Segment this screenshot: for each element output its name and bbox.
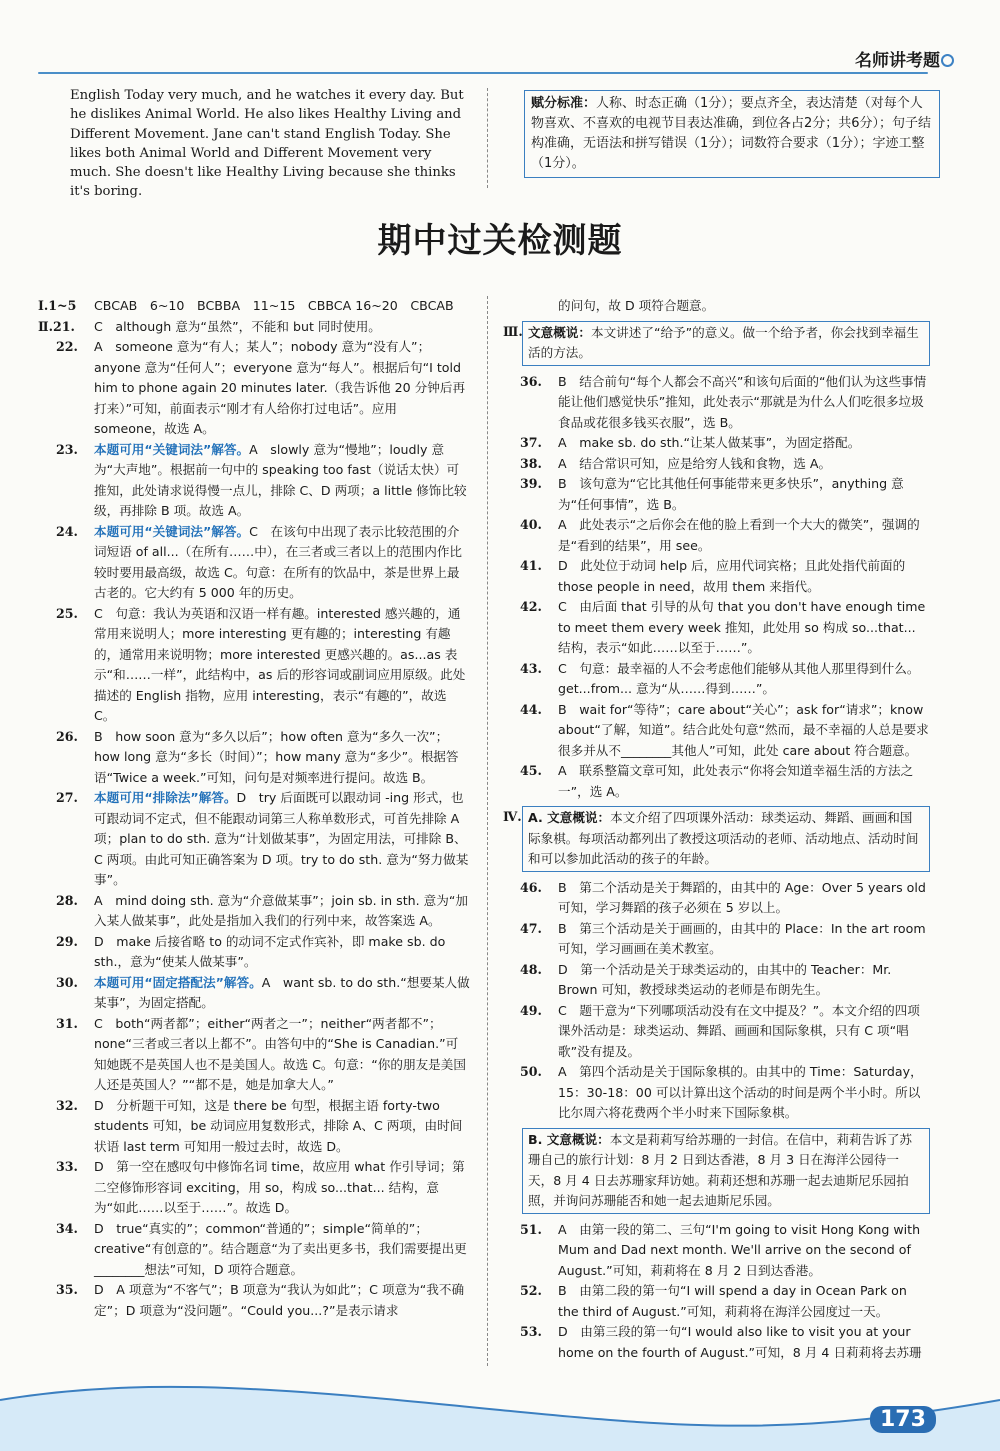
item-text: A 此处表示“之后你会在他的脸上看到一个大大的微笑”，强调的是“看到的结果”，用 see。: [558, 517, 920, 553]
method-hint: 本题可用“关键词法”解答。: [94, 523, 250, 539]
header-title: 名师讲考题: [855, 51, 940, 71]
item-text: B 第三个活动是关于画画的，由其中的 Place：In the art room 可知，学习画画在美术教室。: [558, 920, 926, 956]
item-number: 44.: [520, 701, 542, 717]
answer-item: [38, 296, 470, 317]
answer-item: [38, 727, 470, 789]
column-divider: [487, 88, 489, 188]
item-text: C 题干意为“下列哪项活动没有在文中提及？”。本文介绍的四项课外活动是：球类运动、舞蹈、画画和国际象棋，只有 C 项“唱歌”没有提及。: [558, 1002, 920, 1059]
summary-box: [503, 806, 930, 872]
item-text: C 由后面 that 引导的从句 that you don't have enough time to meet them every week 推知，此处用 so 构成 so...that... 结构，表示“如此……以至于……”。: [558, 599, 926, 655]
item-number: 23.: [56, 441, 78, 457]
item-number: 22.: [56, 339, 78, 354]
item-number: 29.: [56, 933, 78, 949]
answer-item: [502, 761, 930, 802]
item-text: CBCAB 6~10 BCBBA 11~15 CBBCA 16~20 CBCAB: [94, 298, 454, 313]
item-number: 48.: [520, 961, 542, 977]
item-number: 35.: [56, 1282, 78, 1297]
item-text: A want sb. to do sth.“想要某人做某事”，为固定搭配。: [94, 974, 470, 1010]
answer-item: [38, 1014, 470, 1096]
answer-item: [38, 317, 470, 338]
right-column: [502, 296, 930, 1363]
answer-item: [38, 1157, 470, 1219]
item-text: C although 意为“虽然”，不能和 but 同时使用。: [94, 318, 381, 334]
page-title: 期中过关检测题: [377, 221, 623, 261]
answer-item: [502, 454, 930, 475]
answer-item: [502, 700, 930, 762]
item-number: 43.: [520, 660, 542, 676]
item-text: D 由第三段的第一句“I would also like to visit you at your home on the fourth of August.”可知，8 月 4 日莉莉将去苏珊: [558, 1324, 922, 1360]
item-text: A someone 意为“有人；某人”；nobody 意为“没有人”；anyone 意为“任何人”；everyone 意为“每人”。根据后句“I told him to phone again 20 minutes later.（我告诉他 20 分钟后再打来）”可知，前面表示“刚才有人给你打过电话”。应用 someone，故选 A。: [94, 339, 466, 436]
item-text: A 联系整篇文章可知，此处表示“你将会知道幸福生活的方法之一”，选 A。: [558, 763, 914, 799]
answer-item: [38, 932, 470, 973]
item-number: 49.: [520, 1002, 542, 1018]
answer-item: [502, 659, 930, 700]
answer-item: [502, 919, 930, 960]
continued-text: 的问句，故 D 项符合题意。: [558, 298, 715, 313]
item-number: 39.: [520, 476, 542, 491]
answer-item: [38, 1219, 470, 1281]
item-number: 47.: [520, 920, 542, 936]
item-text: D 第一个活动是关于球类运动的，由其中的 Teacher：Mr. Brown 可知，教授球类运动的老师是布朗先生。: [558, 961, 892, 997]
item-number: 50.: [520, 1064, 542, 1079]
page-number: 173: [870, 1406, 936, 1433]
item-number: 45.: [520, 763, 542, 778]
item-text: B 由第二段的第一句“I will spend a day in Ocean Park on the third of August.”可知，莉莉将在海洋公园度过一天。: [558, 1283, 907, 1319]
item-number: 32.: [56, 1097, 78, 1113]
item-text: C 在该句中出现了表示比较范围的介词短语 of all...（在所有……中），在三者或三者以上的范围内作比较时要用最高级，故选 C。句意：在所有的饮品中，茶是世界上最古老的。它大约有 5 000 年的历史。: [94, 523, 463, 600]
item-text: D 分析题干可知，这是 there be 句型，根据主语 forty-two students 可知，be 动词应用复数形式，排除 A、C 两项，由时间状语 last term 可知用一般过去时，故选 D。: [94, 1097, 463, 1154]
summary-text: 本文介绍了四项课外活动：球类运动、舞蹈、画画和国际象棋。每项活动都列出了教授这项活动的老师、活动地点、活动时间和可以参加此活动的孩子的年龄。: [528, 810, 919, 866]
item-number: 46.: [520, 879, 542, 895]
summary-label: 文意概说：: [528, 324, 591, 340]
item-text: D try 后面既可以跟动词 -ing 形式，也可跟动词不定式，但不能跟动词第三人称单数形式，可首先排除 A 项；plan to do sth. 意为“计划做某事”，为固定用法，可排除 B、C 两项。由此可知正确答案为 D 项。try to do sth. 意为“努力做某事”。: [94, 790, 469, 887]
item-number: 38.: [520, 455, 542, 471]
answer-item: [38, 788, 470, 891]
top-left-answer: English Today very much, and he watches it every day. But he dislikes Animal World. He also likes Healthy Living and Different Movement. Jane can't stand English Today. She likes both Animal World and Different Movement very much. She doesn't like Healthy Living because she thinks it's boring.: [70, 88, 464, 200]
answer-item: [38, 973, 470, 1014]
item-text: C both“两者都”；either“两者之一”；neither“两者都不”；none“三者或三者以上都不”。由答句中的“She is Canadian.”可知她既不是英国人也不是美国人。故选 C。句意：“你的朋友是美国人还是英国人？”“都不是，她是加拿大人。”: [94, 1015, 466, 1092]
answer-item: [502, 597, 930, 659]
answer-item: [38, 1280, 470, 1321]
answer-item: [38, 337, 470, 440]
item-text: A mind doing sth. 意为“介意做某事”；join sb. in sth. 意为“加入某人做某事”，此处是指加入我们的行列中来，故答案选 A。: [94, 892, 468, 928]
answer-item: [502, 960, 930, 1001]
item-text: D 第一空在感叹句中修饰名词 time，故应用 what 作引导词；第二空修饰形容词 exciting，用 so，构成 so...that... 结构，意为“如此……以至于……”。故选 D。: [94, 1159, 465, 1215]
answer-item: [502, 433, 930, 454]
item-number: 53.: [520, 1324, 542, 1339]
item-text: C 句意：我认为英语和汉语一样有趣。interested 感兴趣的，通常用来说明人；more interesting 更有趣的；interesting 有趣的，通常用来说明物；more interested 更感兴趣的。as...as 表示“和……一样”，此结构中，as 后的形容词或副词应用原级。此处描述的 English 指物，应用 interesting，表示“有趣的”，故选 C。: [94, 605, 466, 723]
item-number: 31.: [56, 1015, 78, 1031]
column-divider: [487, 296, 489, 1366]
item-text: D make 后接省略 to 的动词不定式作宾补，即 make sb. do sth.，意为“使某人做某事”。: [94, 933, 446, 969]
item-text: D true“真实的”；common“普通的”；simple“简单的”；creative“有创意的”。结合题意“为了卖出更多书，我们需要提出更________想法”可知，D 项符合题意。: [94, 1220, 467, 1277]
item-number: 42.: [520, 599, 542, 614]
item-number: 52.: [520, 1283, 542, 1298]
item-number: 28.: [56, 892, 78, 908]
item-number: 33.: [56, 1159, 78, 1174]
answer-item: [502, 474, 930, 515]
item-number: 34.: [56, 1220, 78, 1236]
method-hint: 本题可用“关键词法”解答。: [94, 441, 250, 457]
footer-wave: [0, 1380, 1000, 1451]
item-number: 30.: [56, 974, 78, 990]
item-number: Ⅱ.21.: [38, 318, 75, 334]
left-column: [38, 296, 470, 1321]
header-rule: [38, 72, 928, 74]
answer-item: [502, 1281, 930, 1322]
answer-item: [502, 1322, 930, 1363]
item-number: 36.: [520, 373, 542, 389]
scoring-standard-box: [524, 90, 940, 178]
summary-label: A. 文意概说：: [528, 810, 611, 825]
scoring-text: 人称、时态正确（1分）；要点齐全，表达清楚（对每个人物喜欢、不喜欢的电视节目表达准确，到位各占2分；共6分）；句子结构准确，无语法和拼写错误（1分）；词数符合要求（1分）；字迹工整（1分）。: [531, 96, 932, 171]
item-text: B 该句意为“它比其他任何事能带来更多快乐”，anything 意为“任何事情”，选 B。: [558, 476, 904, 512]
item-number: 26.: [56, 728, 78, 744]
method-hint: 本题可用“排除法”解答。: [94, 790, 237, 805]
item-number: 27.: [56, 790, 78, 805]
method-hint: 本题可用“固定搭配法”解答。: [94, 974, 262, 990]
answer-item: [502, 1220, 930, 1282]
item-number: 41.: [520, 558, 542, 573]
item-text: A 结合常识可知，应是给穷人钱和食物，选 A。: [558, 455, 832, 471]
scoring-label: 赋分标准：: [531, 96, 597, 111]
answer-item: [502, 556, 930, 597]
item-number: 25.: [56, 605, 78, 621]
item-number: 37.: [520, 435, 542, 450]
item-text: A slowly 意为“慢地”；loudly 意为“大声地”。根据前一句中的 speaking too fast（说话太快）可推知，此处请求说得慢一点儿，排除 C、D 两项；a little 修饰比较级，再排除 B 项。故选 A。: [94, 441, 467, 518]
answer-item: [502, 372, 930, 434]
item-number: 51.: [520, 1221, 542, 1237]
item-text: B 结合前句“每个人都会不高兴”和该句后面的“他们认为这些事情能让他们感觉快乐”推知，此处表示“那就是为什么人们吃很多垃圾食品或花很多钱买衣服”，选 B。: [558, 373, 927, 430]
item-number: 40.: [520, 517, 542, 532]
answer-item: [502, 515, 930, 556]
item-text: B 第二个活动是关于舞蹈的，由其中的 Age：Over 5 years old 可知，学习舞蹈的孩子必须在 5 岁以上。: [558, 879, 926, 915]
item-text: A 由第一段的第二、三句“I'm going to visit Hong Kong with Mum and Dad next month. We'll arrive on the second of August.”可知，莉莉将在 8 月 2 日到达香港。: [558, 1221, 921, 1278]
item-text: A make sb. do sth.“让某人做某事”，为固定搭配。: [558, 435, 861, 450]
item-text: A 第四个活动是关于国际象棋的。由其中的 Time：Saturday，15：30-18：00 可以计算出这个活动的时间是两个半小时。所以比尔周六将花费两个半小时来下国际象棋。: [558, 1064, 923, 1120]
answer-item: [502, 1062, 930, 1124]
summary-label: B. 文意概说：: [528, 1131, 610, 1147]
item-text: B how soon 意为“多久以后”；how often 意为“多久一次”；how long 意为“多长（时间）”；how many 意为“多少”。根据答语“Twice a week.”可知，问句是对频率进行提问。故选 B。: [94, 728, 459, 785]
answer-item: [38, 1096, 470, 1158]
answer-item: [502, 878, 930, 919]
answer-item: [38, 891, 470, 932]
answer-item: [502, 1001, 930, 1063]
summary-box: [503, 321, 930, 366]
item-text: B wait for“等待”；care about“关心”；ask for“请求”；know about“了解，知道”。结合此处句意“然而，最不幸福的人总是要求很多并从不________其他人”可知，此处 care about 符合题意。: [558, 701, 929, 758]
summary-box: [522, 1128, 930, 1214]
item-number: 24.: [56, 523, 78, 539]
answer-item: [38, 440, 470, 522]
answer-item: [38, 604, 470, 727]
summary-text: 本文是莉莉写给苏珊的一封信。在信中，莉莉告诉了苏珊自己的旅行计划：8 月 2 日到达香港，8 月 3 日在海洋公园待一天，8 月 4 日去苏珊家拜访她。莉莉还想和苏珊一起去迪斯尼乐园拍照，并询问苏珊能否和她一起去迪斯尼乐园。: [528, 1131, 912, 1208]
item-text: D 此处位于动词 help 后，应用代词宾格；且此处指代前面的 those people in need，故用 them 来指代。: [558, 558, 906, 594]
item-number: Ⅰ.1~5: [38, 298, 77, 313]
item-text: D A 项意为“不客气”；B 项意为“我认为如此”；C 项意为“我不确定”；D 项意为“没问题”。“Could you...?”是表示请求: [94, 1282, 465, 1318]
item-text: C 句意：最幸福的人不会考虑他们能够从其他人那里得到什么。get...from... 意为“从……得到……”。: [558, 660, 920, 696]
section-number: Ⅲ.: [503, 323, 523, 339]
circle-icon: [941, 54, 954, 67]
section-number: Ⅳ.: [503, 809, 522, 824]
summary-text: 本文讲述了“给予”的意义。做一个给予者，你会找到幸福生活的方法。: [528, 324, 919, 360]
answer-item: [38, 522, 470, 604]
